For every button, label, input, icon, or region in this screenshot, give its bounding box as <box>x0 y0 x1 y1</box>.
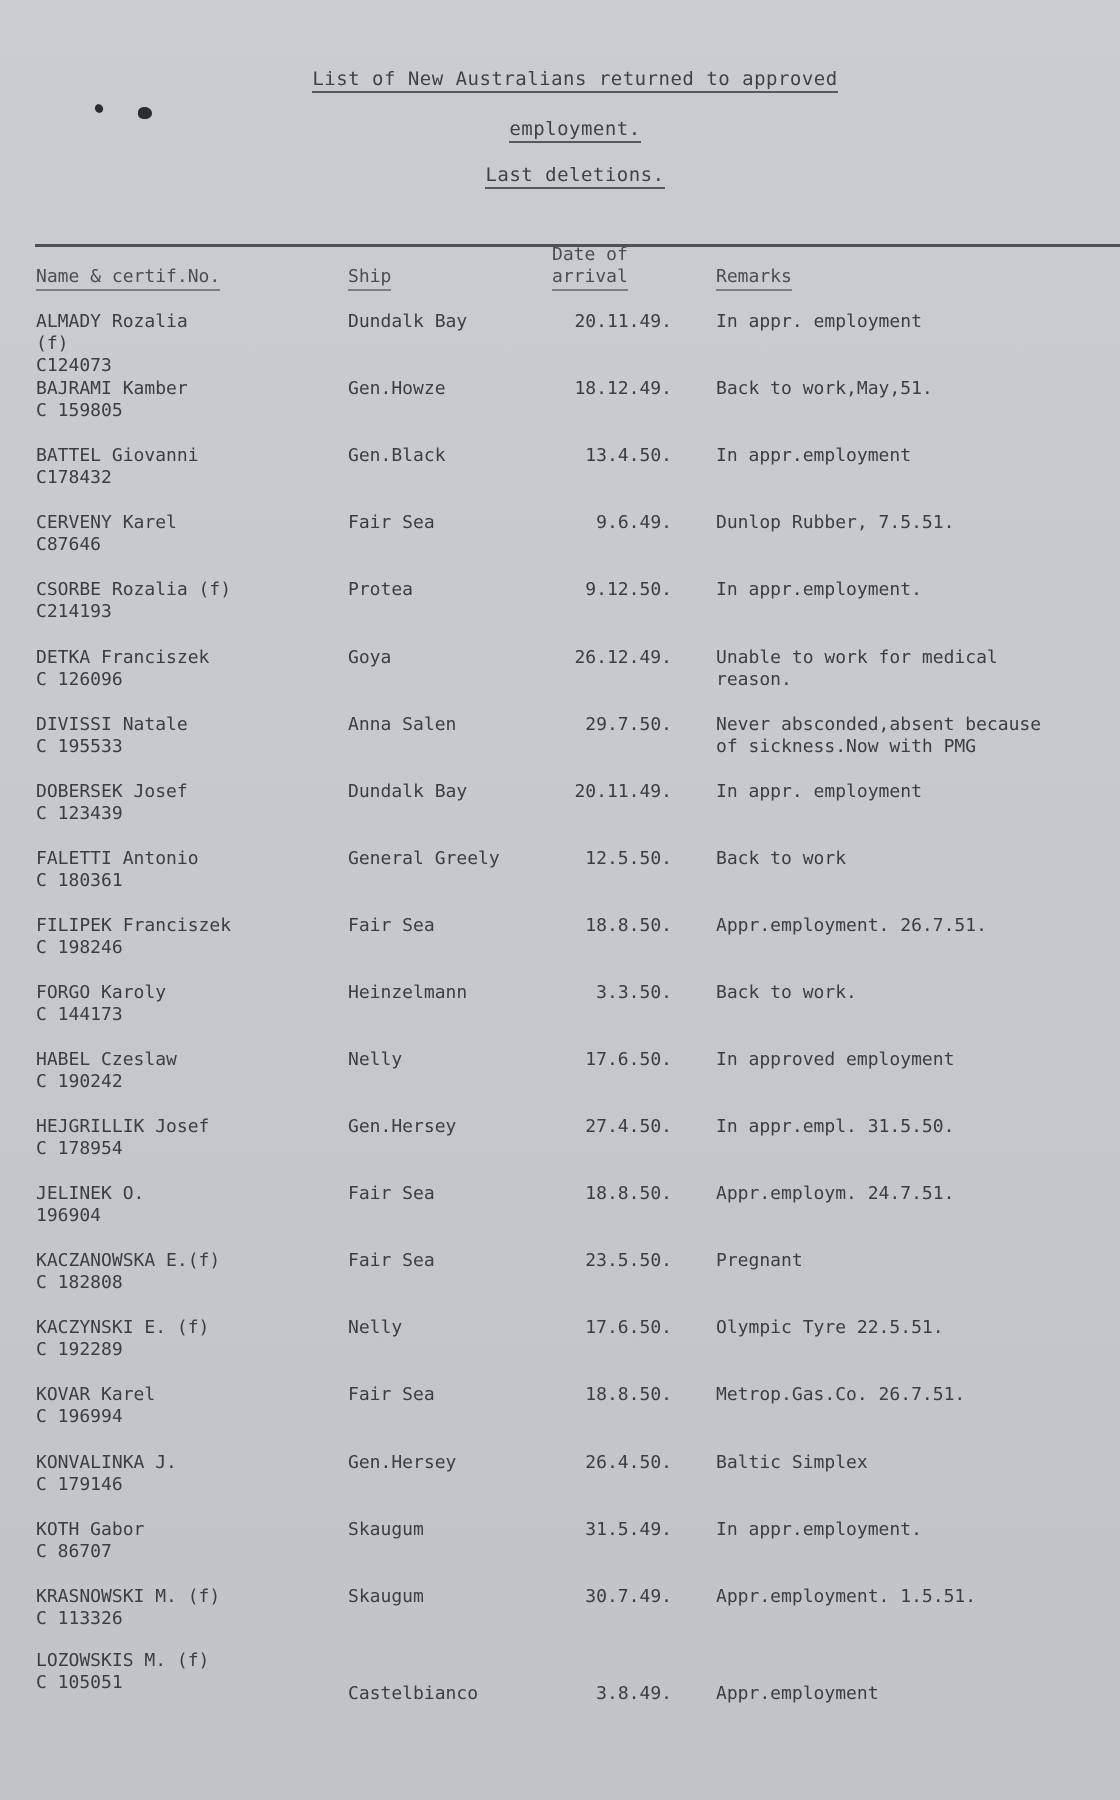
entry-ship: Fair Sea <box>348 915 435 936</box>
entry-ship: Fair Sea <box>348 512 435 533</box>
entry-name: JELINEK O. <box>36 1183 145 1204</box>
ink-mark <box>93 103 104 115</box>
entry-ship: Anna Salen <box>348 714 457 735</box>
entry-arrival-date: 30.7.49. <box>585 1586 672 1607</box>
entry-certificate: C 182808 <box>36 1272 123 1293</box>
entry-remarks: Back to work,May,51. <box>716 378 933 399</box>
entry-certificate: C 190242 <box>36 1071 123 1092</box>
entry-remarks: Baltic Simplex <box>716 1452 868 1473</box>
entry-certificate: C 195533 <box>36 736 123 757</box>
entry-ship: Fair Sea <box>348 1384 435 1405</box>
entry-arrival-date: 23.5.50. <box>585 1250 672 1271</box>
entry-remarks-cell <box>716 848 1120 870</box>
entry-name-cell <box>36 378 336 422</box>
entry-ship: Gen.Howze <box>348 378 446 399</box>
entry-arrival-date: 18.12.49. <box>574 378 672 399</box>
entry-certificate: C 86707 <box>36 1541 112 1562</box>
entry-name-cell <box>36 915 336 959</box>
entry-ship: Goya <box>348 647 392 668</box>
entry-arrival-date: 9.12.50. <box>585 579 672 600</box>
entry-remarks: In approved employment <box>716 1049 955 1070</box>
entry-arrival-date: 18.8.50. <box>585 1183 672 1204</box>
entry-arrival-date: 20.11.49. <box>574 781 672 802</box>
entry-certificate: C 126096 <box>36 669 123 690</box>
entry-arrival-date: 3.3.50. <box>596 982 672 1003</box>
entry-remarks-cell <box>716 1250 1120 1272</box>
entry-remarks-cell <box>716 1586 1120 1608</box>
entry-ship: Nelly <box>348 1049 403 1070</box>
entry-name-cell <box>36 1519 336 1563</box>
entry-ship: Gen.Hersey <box>348 1452 457 1473</box>
entry-name-cell <box>36 1384 336 1428</box>
column-header-name: Name & certif.No. <box>36 266 220 291</box>
entry-certificate: C 178954 <box>36 1138 123 1159</box>
entry-name-cell <box>36 714 336 758</box>
entry-name: CERVENY Karel <box>36 512 177 533</box>
entry-name: DOBERSEK Josef <box>36 781 188 802</box>
entry-arrival-date: 27.4.50. <box>585 1116 672 1137</box>
entry-name: BAJRAMI Kamber <box>36 378 188 399</box>
entry-certificate: C87646 <box>36 534 102 555</box>
entry-name: BATTEL Giovanni <box>36 445 199 466</box>
entry-remarks: Appr.employment. 1.5.51. <box>716 1586 977 1607</box>
entry-remarks-cell <box>716 714 1120 758</box>
entry-remarks-cell <box>716 1683 1120 1705</box>
entry-remarks-cell <box>716 1317 1120 1339</box>
entry-name-cell <box>36 647 336 691</box>
entry-arrival-date: 9.6.49. <box>596 512 672 533</box>
entry-certificate: C 144173 <box>36 1004 123 1025</box>
column-header-remarks: Remarks <box>716 266 792 291</box>
entry-name: KOTH Gabor <box>36 1519 145 1540</box>
entry-remarks: Back to work. <box>716 982 857 1003</box>
entry-arrival-date: 12.5.50. <box>585 848 672 869</box>
entry-name: LOZOWSKIS M. (f) <box>36 1650 210 1671</box>
entry-certificate: C 113326 <box>36 1608 123 1629</box>
entry-remarks: Unable to work for medical <box>716 647 998 668</box>
entry-arrival-date: 18.8.50. <box>585 915 672 936</box>
entry-certificate: C 198246 <box>36 937 123 958</box>
column-header-date-line2: arrival <box>552 266 628 291</box>
entry-certificate: C 123439 <box>36 803 123 824</box>
entry-remarks: Back to work <box>716 848 847 869</box>
entry-name: HABEL Czeslaw <box>36 1049 177 1070</box>
entry-arrival-date: 13.4.50. <box>585 445 672 466</box>
entry-remarks: Appr.employment. 26.7.51. <box>716 915 987 936</box>
entry-ship: Skaugum <box>348 1519 424 1540</box>
entry-name: KOVAR Karel <box>36 1384 156 1405</box>
entry-remarks: Metrop.Gas.Co. 26.7.51. <box>716 1384 966 1405</box>
entry-name-cell <box>36 512 336 556</box>
entry-remarks: Dunlop Rubber, 7.5.51. <box>716 512 955 533</box>
title-line-1: List of New Australians returned to approved <box>0 68 1120 90</box>
entry-remarks: Appr.employm. 24.7.51. <box>716 1183 955 1204</box>
entry-remarks-cell <box>716 445 1120 467</box>
entry-remarks-continued: of sickness.Now with PMG <box>716 736 977 757</box>
entry-name-cell <box>36 1250 336 1294</box>
entry-remarks-cell <box>716 512 1120 534</box>
entry-name: HEJGRILLIK Josef <box>36 1116 210 1137</box>
entry-certificate: C 179146 <box>36 1474 123 1495</box>
entry-name: CSORBE Rozalia (f) <box>36 579 232 600</box>
entry-name: KACZANOWSKA E.(f) <box>36 1250 221 1271</box>
entry-certificate: C 159805 <box>36 400 123 421</box>
entry-name: KACZYNSKI E. (f) <box>36 1317 210 1338</box>
entry-remarks: Never absconded,absent because <box>716 714 1042 735</box>
entry-remarks-continued: reason. <box>716 669 792 690</box>
entry-certificate: C 180361 <box>36 870 123 891</box>
entry-arrival-date: 26.4.50. <box>585 1452 672 1473</box>
entry-name-cell <box>36 579 336 623</box>
entry-remarks: In appr.employment. <box>716 579 922 600</box>
entry-certificate: C 196994 <box>36 1406 123 1427</box>
entry-ship: Castelbianco <box>348 1683 479 1704</box>
entry-name-cell <box>36 982 336 1026</box>
entry-arrival-date: 3.8.49. <box>596 1683 672 1704</box>
entry-ship: Heinzelmann <box>348 982 468 1003</box>
entry-remarks-cell <box>716 1384 1120 1406</box>
entry-name: DETKA Franciszek <box>36 647 210 668</box>
entry-arrival-date: 31.5.49. <box>585 1519 672 1540</box>
entry-remarks-cell <box>716 311 1120 333</box>
entry-name-cell <box>36 311 336 377</box>
entry-remarks: In appr. employment <box>716 781 922 802</box>
entry-arrival-date: 17.6.50. <box>585 1049 672 1070</box>
entry-name-cell <box>36 1116 336 1160</box>
entry-remarks: Appr.employment <box>716 1683 879 1704</box>
entry-name-cell <box>36 445 336 489</box>
entry-name-suffix: (f) <box>36 333 69 354</box>
entry-ship: Skaugum <box>348 1586 424 1607</box>
entry-name: FILIPEK Franciszek <box>36 915 232 936</box>
column-header-ship: Ship <box>348 266 391 291</box>
entry-remarks-cell <box>716 378 1120 400</box>
entry-remarks-cell <box>716 1183 1120 1205</box>
entry-ship: General Greely <box>348 848 500 869</box>
entry-remarks-cell <box>716 1049 1120 1071</box>
entry-ship: Fair Sea <box>348 1250 435 1271</box>
entry-remarks-cell <box>716 1519 1120 1541</box>
entry-remarks-cell <box>716 1116 1120 1138</box>
entry-certificate: C214193 <box>36 601 112 622</box>
entry-remarks-cell <box>716 915 1120 937</box>
entry-name: KRASNOWSKI M. (f) <box>36 1586 221 1607</box>
entry-name: ALMADY Rozalia <box>36 311 188 332</box>
entry-ship: Gen.Hersey <box>348 1116 457 1137</box>
entry-arrival-date: 29.7.50. <box>585 714 672 735</box>
title-line-2: employment. <box>0 118 1120 140</box>
entry-name-cell <box>36 1317 336 1361</box>
entry-name-cell <box>36 1049 336 1093</box>
entry-ship: Dundalk Bay <box>348 311 468 332</box>
entry-ship: Nelly <box>348 1317 403 1338</box>
entry-arrival-date: 17.6.50. <box>585 1317 672 1338</box>
entry-ship: Fair Sea <box>348 1183 435 1204</box>
entry-remarks: In appr.employment. <box>716 1519 922 1540</box>
title-line-3: Last deletions. <box>0 164 1120 186</box>
entry-name-cell <box>36 848 336 892</box>
entry-remarks-cell <box>716 647 1120 691</box>
entry-arrival-date: 20.11.49. <box>574 311 672 332</box>
entry-arrival-date: 26.12.49. <box>574 647 672 668</box>
entry-name: FORGO Karoly <box>36 982 167 1003</box>
entry-remarks-cell <box>716 982 1120 1004</box>
column-header-date-line1: Date of <box>552 244 628 265</box>
entry-name-cell <box>36 1586 336 1630</box>
entry-ship: Dundalk Bay <box>348 781 468 802</box>
entry-name-cell <box>36 1452 336 1496</box>
entry-remarks: Olympic Tyre 22.5.51. <box>716 1317 944 1338</box>
entry-name-cell <box>36 781 336 825</box>
entry-remarks: In appr.employment <box>716 445 912 466</box>
entry-certificate: C178432 <box>36 467 112 488</box>
entry-name: FALETTI Antonio <box>36 848 199 869</box>
entry-arrival-date: 18.8.50. <box>585 1384 672 1405</box>
entry-certificate: C124073 <box>36 355 112 376</box>
entry-remarks-cell <box>716 781 1120 803</box>
entry-certificate: C 105051 <box>36 1672 123 1693</box>
entry-ship: Gen.Black <box>348 445 446 466</box>
entry-remarks: In appr.empl. 31.5.50. <box>716 1116 955 1137</box>
entry-remarks-cell <box>716 1452 1120 1474</box>
entry-name: DIVISSI Natale <box>36 714 188 735</box>
entry-name: KONVALINKA J. <box>36 1452 177 1473</box>
entry-certificate: C 192289 <box>36 1339 123 1360</box>
entry-remarks-cell <box>716 579 1120 601</box>
entry-certificate: 196904 <box>36 1205 102 1226</box>
entry-remarks: Pregnant <box>716 1250 803 1271</box>
entry-remarks: In appr. employment <box>716 311 922 332</box>
entry-ship: Protea <box>348 579 414 600</box>
entry-name-cell <box>36 1183 336 1227</box>
entry-name-cell <box>36 1650 336 1694</box>
